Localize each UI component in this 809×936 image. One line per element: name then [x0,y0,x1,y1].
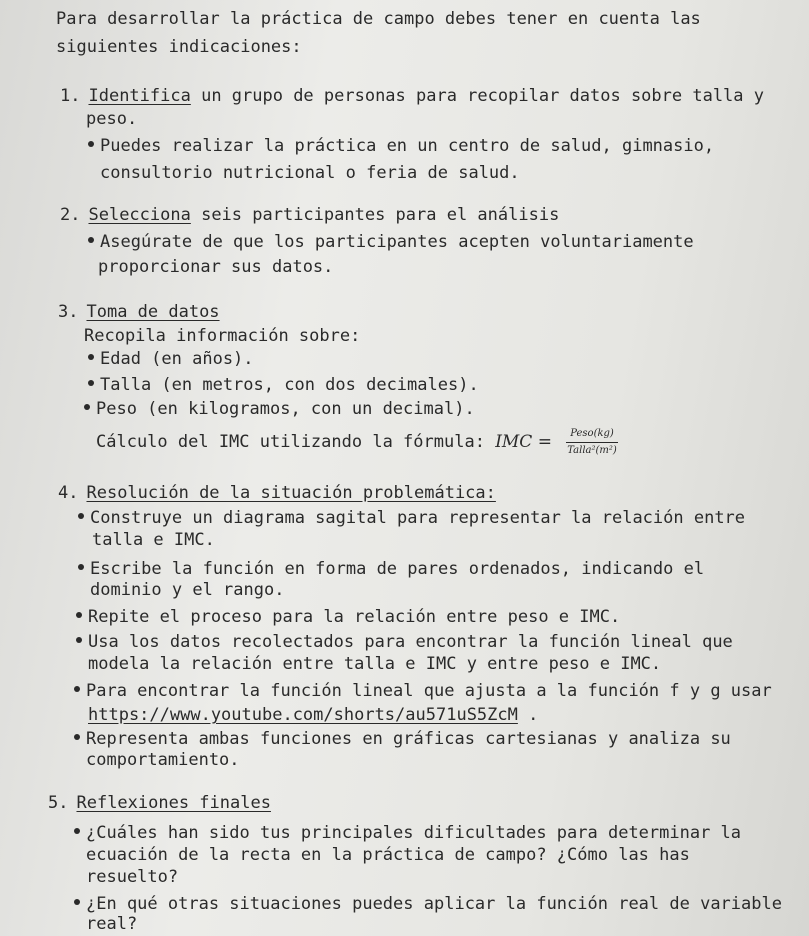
bullet-icon [88,380,94,386]
section-5-bullet-1-cont-1: ecuación de la recta en la práctica de campo? ¿Cómo las has [86,845,690,865]
section-4-bullet-3: Repite el proceso para la relación entre peso e IMC. [76,607,620,627]
bullet-icon [74,899,80,905]
bullet-icon [76,637,82,643]
bullet-icon [74,734,80,740]
section-1-heading-rest: un grupo de personas para recopilar datos sobre talla y [190,86,764,106]
section-2-keyword: Selecciona [88,205,191,225]
section-4-bullet-4-cont: modela la relación entre talla e IMC y entre peso e IMC. [88,654,662,674]
section-3-sub: Recopila información sobre: [84,326,361,346]
bullet-icon [88,141,94,147]
section-1-number: 1. [60,86,81,106]
section-1-keyword: Identifica [88,86,191,106]
imc-text: Cálculo del IMC utilizando la fórmula: [96,432,485,452]
section-4-number: 4. [58,483,79,503]
section-2-number: 2. [60,205,81,225]
bullet-icon [78,513,84,519]
section-5-bullet-1-cont-2: resuelto? [86,867,179,887]
section-3-bullet-3: Peso (en kilogramos, con un decimal). [84,399,475,419]
imc-formula-numerator: Peso(kg) [566,428,618,443]
section-5-heading [48,793,271,813]
section-2-heading-rest: seis participantes para el análisis [190,205,560,225]
section-3-bullet-1: Edad (en años). [88,349,254,369]
section-4-bullet-6-cont: comportamiento. [86,750,240,770]
section-4-bullet-2-cont: dominio y el rango. [90,580,285,600]
bullet-icon [74,686,80,692]
bullet-icon [88,237,94,243]
section-2-bullet-1-cont: proporcionar sus datos. [98,257,334,277]
bullet-icon [78,564,84,570]
section-3-heading [58,302,220,322]
section-5-keyword: Reflexiones finales [76,793,271,813]
section-1-heading-cont: peso. [86,109,138,129]
section-4-bullet-5: Para encontrar la función lineal que ajusta a la función f y g usar [74,681,772,701]
section-5-bullet-1: ¿Cuáles han sido tus principales dificultades para determinar la [74,823,741,843]
section-4-bullet-1-cont: talla e IMC. [92,530,215,550]
youtube-link[interactable]: https://www.youtube.com/shorts/au571uS5ZcM [88,705,518,725]
section-5-bullet-2: ¿En qué otras situaciones puedes aplicar la función real de variable [74,894,782,914]
bullet-icon [76,612,82,618]
section-3-keyword: Toma de datos [86,302,220,322]
section-1-bullet-1-cont: consultorio nutricional o feria de salud. [100,163,520,183]
bullet-icon [84,404,90,410]
section-2-bullet-1: Asegúrate de que los participantes acepten voluntariamente [88,232,694,252]
imc-formula-denominator: Talla²(m²) [567,444,617,456]
bullet-icon [74,828,80,834]
imc-formula-fraction [566,428,618,457]
section-4-keyword: Resolución de la situación problemática: [86,483,496,503]
section-1-bullet-1: Puedes realizar la práctica en un centro de salud, gimnasio, [88,136,714,156]
bullet-icon [88,354,94,360]
section-4-bullet-5-cont: https://www.youtube.com/shorts/au571uS5ZcM . [88,705,539,725]
section-3-bullet-2: Talla (en metros, con dos decimales). [88,375,479,395]
section-3-imc-line [96,424,618,460]
section-1-heading [60,86,764,106]
section-3-number: 3. [58,302,79,322]
imc-formula-lhs: IMC = [495,432,552,452]
section-4-heading [58,483,496,503]
section-5-number: 5. [48,793,69,813]
section-4-bullet-2: Escribe la función en forma de pares ordenados, indicando el [78,559,704,579]
intro-line-2: siguientes indicaciones: [56,37,302,57]
section-4-bullet-4: Usa los datos recolectados para encontrar la función lineal que [76,632,733,652]
section-4-bullet-1: Construye un diagrama sagital para representar la relación entre [78,508,745,528]
intro-line-1: Para desarrollar la práctica de campo debes tener en cuenta las [56,9,701,29]
section-2-heading [60,205,559,225]
section-5-bullet-2-cont: real? [86,914,138,934]
section-4-bullet-6: Representa ambas funciones en gráficas cartesianas y analiza su [74,729,731,749]
